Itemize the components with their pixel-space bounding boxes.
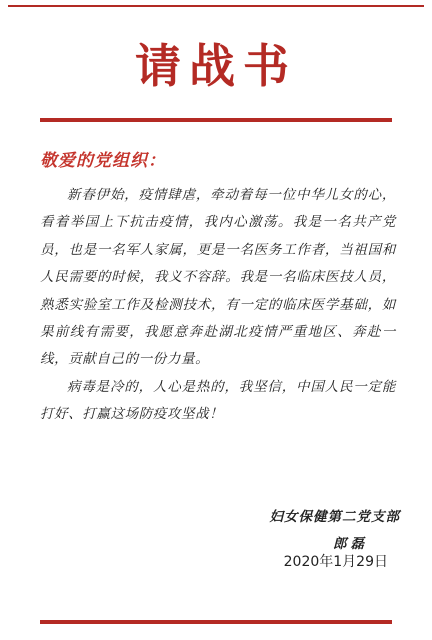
lower-divider	[40, 620, 392, 624]
salutation: 敬爱的党组织：	[40, 151, 166, 171]
signature-name: 郎磊	[333, 536, 368, 552]
signature-date: 2020年1月29日	[283, 554, 388, 570]
upper-divider	[40, 118, 392, 122]
body-paragraph: 新春伊始，疫情肆虐，牵动着每一位中华儿女的心，看着举国上下抗击疫情，我内心激荡。我是一名共产党员，也是一名军人家属，更是一名医务工作者，当祖国和人民需要的时候，我义不容辞。我是一名临床医技人员，熟悉实验室工作及检测技术，有一定的临床医学基础，如果前线有需要，我愿意奔赴湖北疫情严重地区、奔赴一线，贡献自己的一份力量。	[40, 187, 396, 368]
body-paragraph: 病毒是冷的，人心是热的，我坚信，中国人民一定能打好、打赢这场防疫攻坚战！	[40, 378, 396, 423]
document-title: 请战书	[135, 39, 297, 93]
signature-organization: 妇女保健第二党支部	[269, 509, 400, 525]
top-border-line	[8, 5, 424, 7]
letter-body	[40, 182, 396, 429]
